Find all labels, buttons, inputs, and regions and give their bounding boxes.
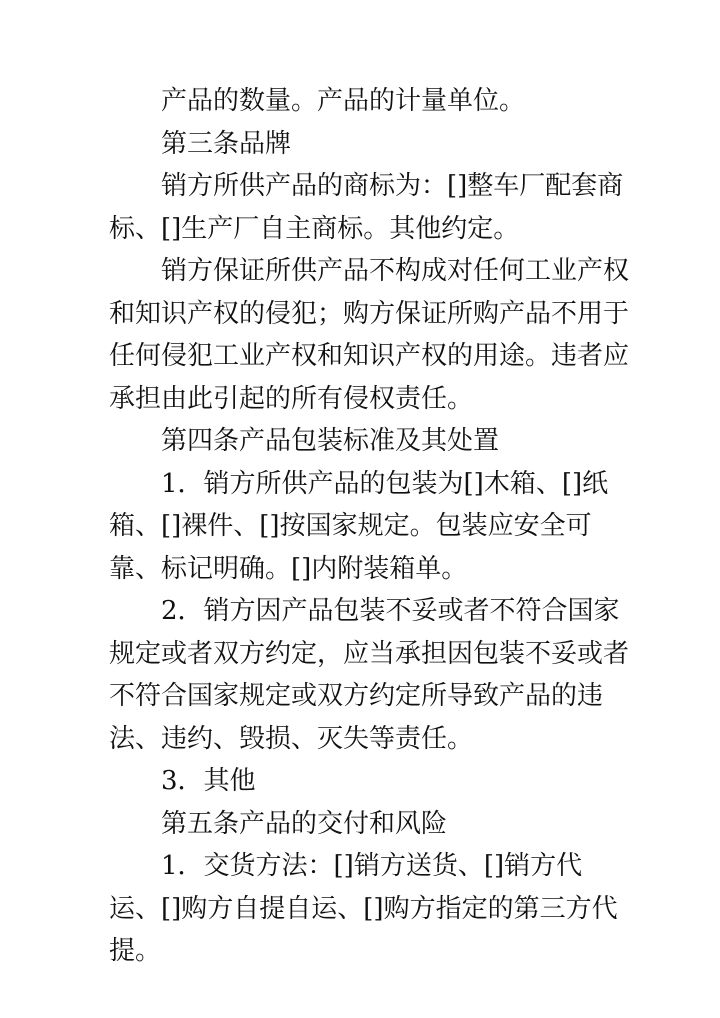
paragraph-packaging-liability: 2．销方因产品包装不妥或者不符合国家规定或者双方约定，应当承担因包装不妥或者不符合国家规定或双方约定所导致产品的违法、违约、毁损、灭失等责任。 [109,596,630,754]
document-body [109,80,629,973]
paragraph-packaging-other: 3．其他 [161,766,256,796]
heading-article-5-delivery: 第五条产品的交付和风险 [161,808,448,839]
paragraph-ip-warranty: 销方保证所供产品不构成对任何工业产权和知识产权的侵犯；购方保证所购产品不用于任何侵犯工业产权和知识产权的用途。违者应承担由此引起的所有侵权责任。 [109,256,630,414]
paragraph-packaging-type: 1．销方所供产品的包装为[]木箱、[]纸箱、[]裸件、[]按国家规定。包装应安全可靠、标记明确。[]内附装箱单。 [109,468,609,584]
paragraph-product-quantity: 产品的数量。产品的计量单位。 [161,86,526,116]
heading-article-4-packaging: 第四条产品包装标准及其处置 [161,426,500,456]
paragraph-trademark: 销方所供产品的商标为：[]整车厂配套商标、[]生产厂自主商标。其他约定。 [109,171,624,244]
heading-article-3-brand: 第三条品牌 [161,128,292,159]
paragraph-delivery-method: 1．交货方法：[]销方送货、[]销方代运、[]购方自提自运、[]购方指定的第三方代提。 [109,851,618,966]
